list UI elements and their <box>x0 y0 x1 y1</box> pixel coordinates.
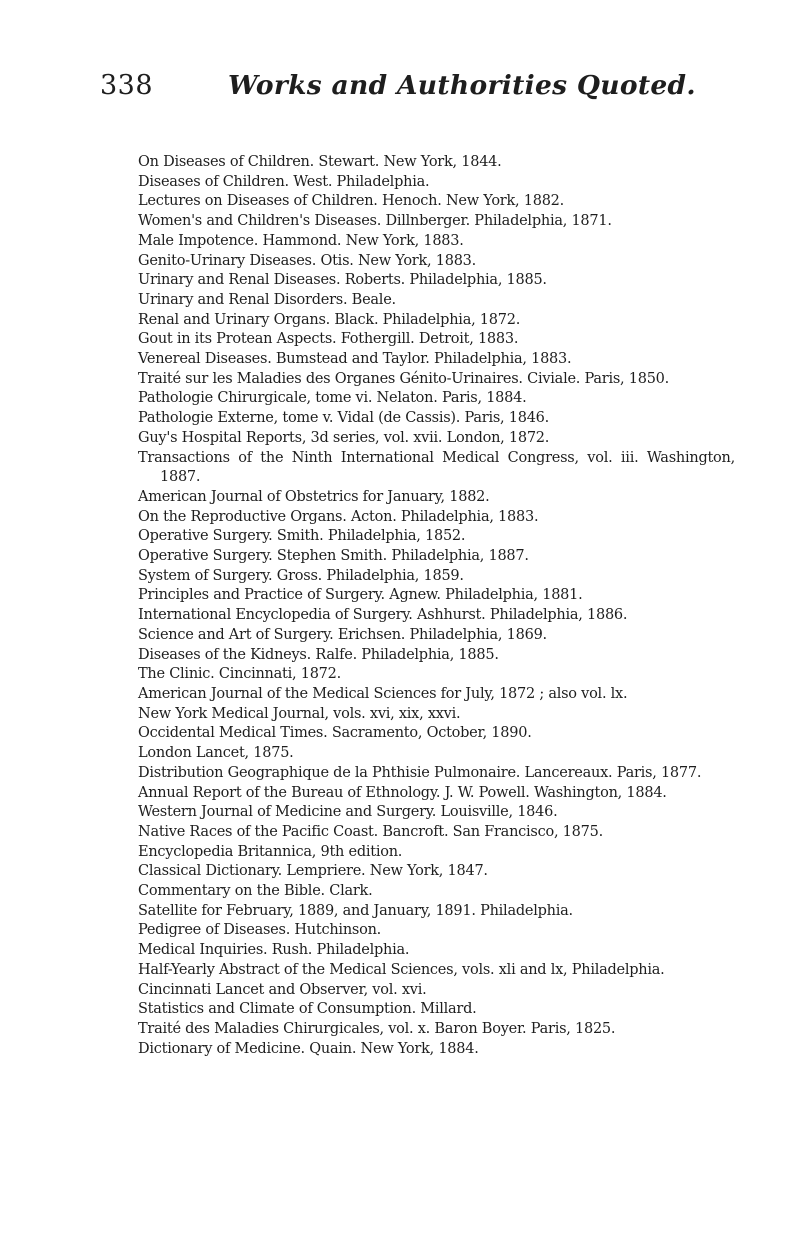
bibliography-entry: Gout in its Protean Aspects. Fothergill. Detroit, 1883. <box>138 331 519 348</box>
bibliography-entry: Pathologie Externe, tome v. Vidal (de Cassis). Paris, 1846. <box>138 410 550 427</box>
bibliography-entry: American Journal of the Medical Sciences for July, 1872 ; also vol. lx. <box>138 685 628 702</box>
bibliography-entry: On the Reproductive Organs. Acton. Philadelphia, 1883. <box>138 508 539 525</box>
bibliography-entry: Half-Yearly Abstract of the Medical Sciences, vols. xli and lx, Philadelphia. <box>138 961 665 978</box>
bibliography-entry: Distribution Geographique de la Phthisie Pulmonaire. Lancereaux. Paris, 1877. <box>138 764 702 781</box>
bibliography-entry: Medical Inquiries. Rush. Philadelphia. <box>138 942 410 959</box>
bibliography-entry: American Journal of Obstetrics for January, 1882. <box>138 488 490 505</box>
bibliography-entry: The Clinic. Cincinnati, 1872. <box>138 666 341 683</box>
bibliography-entry: New York Medical Journal, vols. xvi, xix, xxvi. <box>138 705 461 722</box>
bibliography-list <box>138 153 735 1059</box>
bibliography-entry: Pathologie Chirurgicale, tome vi. Nelaton. Paris, 1884. <box>138 390 527 407</box>
bibliography-entry: Principles and Practice of Surgery. Agnew. Philadelphia, 1881. <box>138 587 583 604</box>
bibliography-entry: Urinary and Renal Diseases. Roberts. Philadelphia, 1885. <box>138 272 547 289</box>
bibliography-entry: Classical Dictionary. Lempriere. New York, 1847. <box>138 863 488 880</box>
bibliography-entry: London Lancet, 1875. <box>138 745 294 762</box>
bibliography-entry: Occidental Medical Times. Sacramento, October, 1890. <box>138 725 532 742</box>
page-title: Works and Authorities Quoted. <box>228 70 696 101</box>
bibliography-entry: Satellite for February, 1889, and January, 1891. Philadelphia. <box>138 902 573 919</box>
bibliography-entry: Traité des Maladies Chirurgicales, vol. x. Baron Boyer. Paris, 1825. <box>138 1020 616 1037</box>
bibliography-entry: Annual Report of the Bureau of Ethnology. J. W. Powell. Washington, 1884. <box>138 784 667 801</box>
bibliography-entry: Dictionary of Medicine. Quain. New York, 1884. <box>138 1040 479 1057</box>
bibliography-entry: Operative Surgery. Stephen Smith. Philadelphia, 1887. <box>138 548 529 565</box>
bibliography-entry: Science and Art of Surgery. Erichsen. Philadelphia, 1869. <box>138 626 547 643</box>
bibliography-entry: Native Races of the Pacific Coast. Bancroft. San Francisco, 1875. <box>138 823 603 840</box>
bibliography-entry: On Diseases of Children. Stewart. New York, 1844. <box>138 154 502 170</box>
bibliography-entry: Statistics and Climate of Consumption. Millard. <box>138 1001 477 1018</box>
bibliography-entry: Diseases of the Kidneys. Ralfe. Philadelphia, 1885. <box>138 646 499 663</box>
bibliography-entry: Genito-Urinary Diseases. Otis. New York, 1883. <box>138 252 477 269</box>
bibliography-entry: Cincinnati Lancet and Observer, vol. xvi. <box>138 981 427 998</box>
bibliography-entry: Diseases of Children. West. Philadelphia. <box>138 173 430 190</box>
bibliography-entry: System of Surgery. Gross. Philadelphia, 1859. <box>138 567 464 584</box>
bibliography-entry: Traité sur les Maladies des Organes Génito-Urinaires. Civiale. Paris, 1850. <box>138 370 670 387</box>
bibliography-entry: International Encyclopedia of Surgery. Ashhurst. Philadelphia, 1886. <box>138 607 628 624</box>
bibliography-entry: Women's and Children's Diseases. Dillnberger. Philadelphia, 1871. <box>138 213 612 230</box>
bibliography-entry: Operative Surgery. Smith. Philadelphia, 1852. <box>138 528 466 545</box>
page-number: 338 <box>100 70 154 101</box>
bibliography-entry: Guy's Hospital Reports, 3d series, vol. xvii. London, 1872. <box>138 429 550 446</box>
bibliography-entry: Male Impotence. Hammond. New York, 1883. <box>138 232 464 249</box>
bibliography-entry: Renal and Urinary Organs. Black. Philadelphia, 1872. <box>138 311 521 328</box>
bibliography-entry: Lectures on Diseases of Children. Henoch. New York, 1882. <box>138 193 565 210</box>
bibliography-entry: Commentary on the Bible. Clark. <box>138 883 373 900</box>
bibliography-entry: Venereal Diseases. Bumstead and Taylor. Philadelphia, 1883. <box>138 351 572 368</box>
bibliography-entry: Western Journal of Medicine and Surgery. Louisville, 1846. <box>138 804 558 821</box>
running-head <box>100 70 740 120</box>
bibliography-entry: Urinary and Renal Disorders. Beale. <box>138 291 396 308</box>
bibliography-entry: Encyclopedia Britannica, 9th edition. <box>138 843 403 860</box>
bibliography-entry: Transactions of the Ninth International Medical Congress, vol. iii. Washington, 1887. <box>138 449 735 486</box>
bibliography-entry: Pedigree of Diseases. Hutchinson. <box>138 922 382 939</box>
